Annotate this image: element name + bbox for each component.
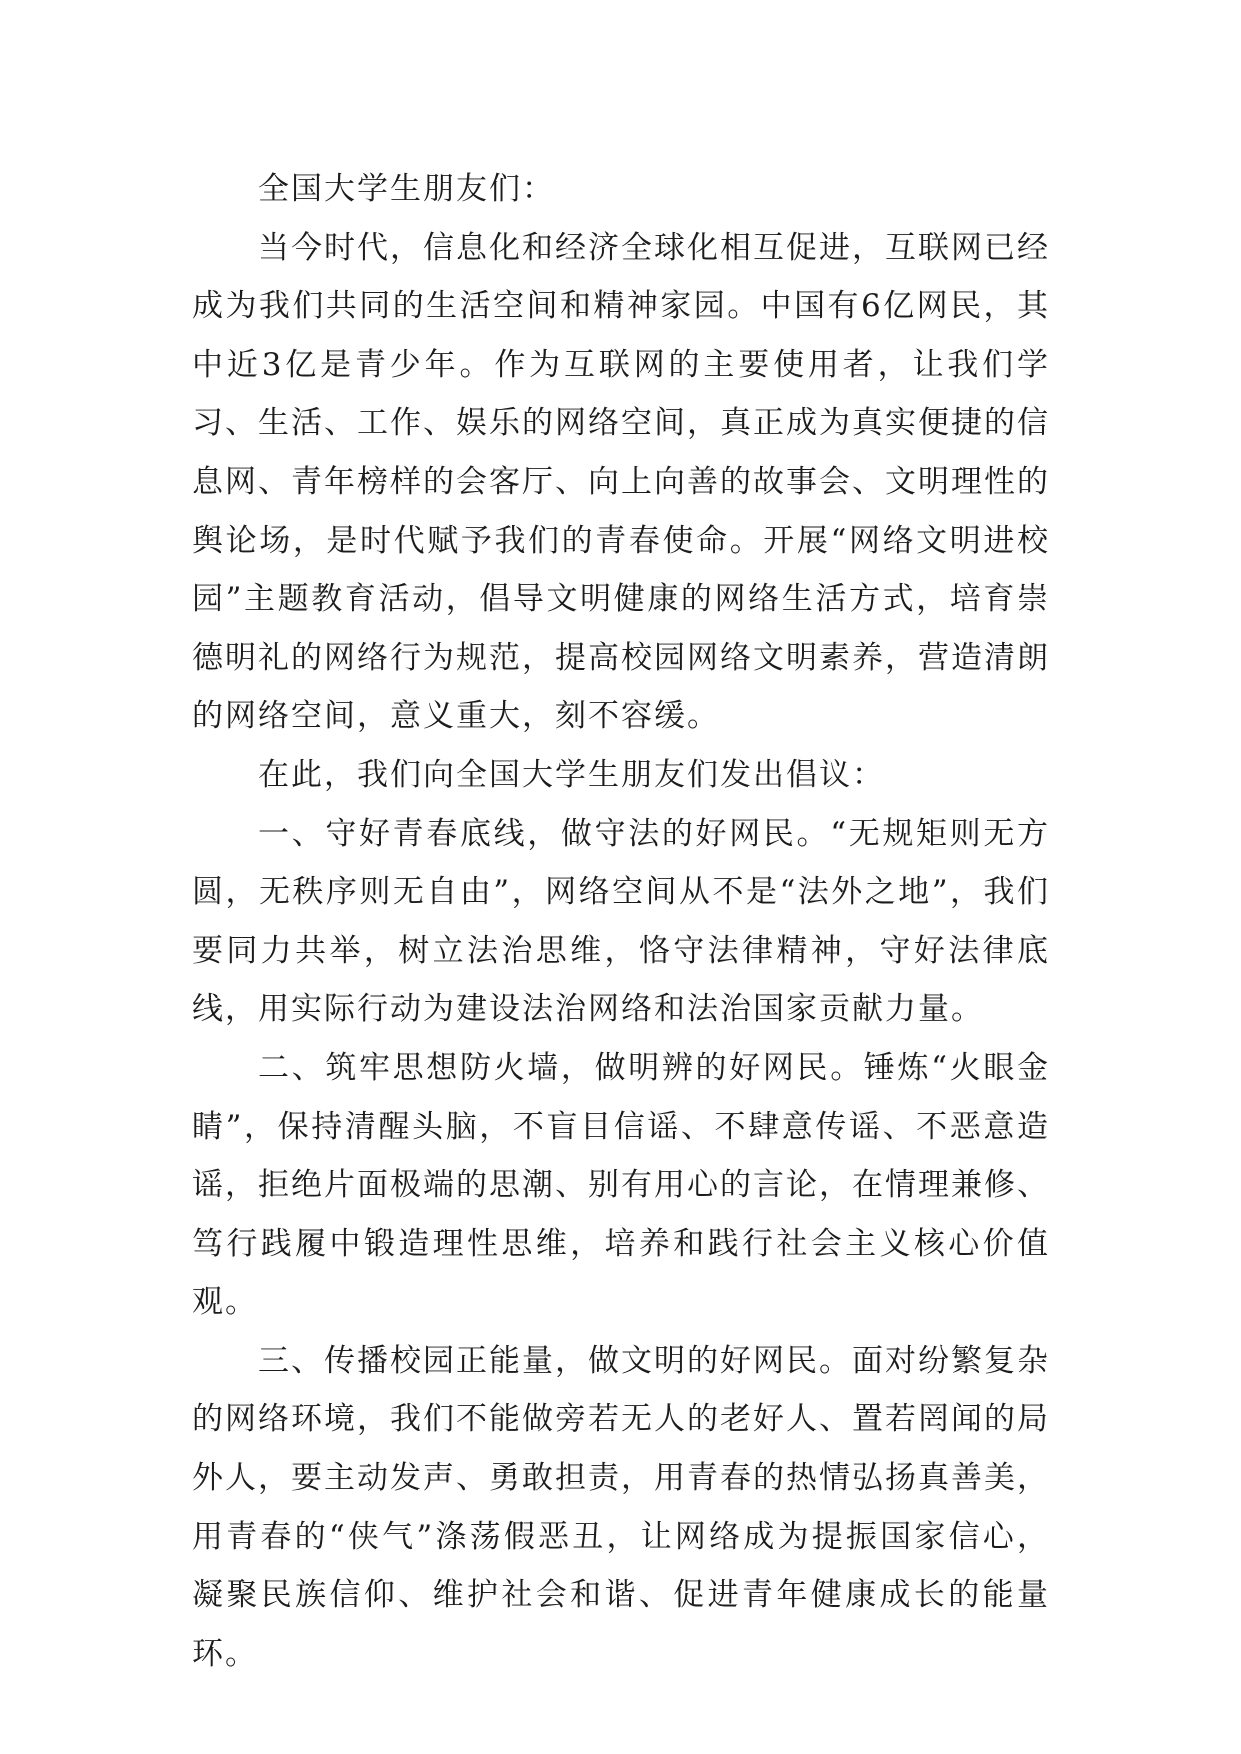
- paragraph-point-1: 一、守好青春底线，做守法的好网民。“无规矩则无方圆，无秩序则无自由”，网络空间从不是“法外之地”，我们要同力共举，树立法治思维，恪守法律精神，守好法律底线，用实际行动为建设法治网络和法治国家贡献力量。: [192, 815, 1050, 1028]
- paragraph-point-2: 二、筑牢思想防火墙，做明辨的好网民。锤炼“火眼金睛”，保持清醒头脑，不盲目信谣、不肆意传谣、不恶意造谣，拒绝片面极端的思潮、别有用心的言论，在情理兼修、笃行践履中锻造理性思维，培养和践行社会主义核心价值观。: [192, 1049, 1050, 1321]
- paragraph-intro: 当今时代，信息化和经济全球化相互促进，互联网已经成为我们共同的生活空间和精神家园。中国有6亿网民，其中近3亿是青少年。作为互联网的主要使用者，让我们学习、生活、工作、娱乐的网络空间，真正成为真实便捷的信息网、青年榜样的会客厅、向上向善的故事会、文明理性的舆论场，是时代赋予我们的青春使命。开展“网络文明进校园”主题教育活动，倡导文明健康的网络生活方式，培育崇德明礼的网络行为规范，提高校园网络文明素养，营造清朗的网络空间，意义重大，刻不容缓。: [192, 229, 1050, 735]
- document-body: [192, 160, 1050, 1683]
- paragraph-proposal: 在此，我们向全国大学生朋友们发出倡议：: [258, 756, 885, 793]
- paragraph-point-3: 三、传播校园正能量，做文明的好网民。面对纷繁复杂的网络环境，我们不能做旁若无人的老好人、置若罔闻的局外人，要主动发声、勇敢担责，用青春的热情弘扬真善美，用青春的“侠气”涤荡假恶丑，让网络成为提振国家信心，凝聚民族信仰、维护社会和谐、促进青年健康成长的能量环。: [192, 1342, 1050, 1672]
- salutation: 全国大学生朋友们：: [258, 171, 555, 207]
